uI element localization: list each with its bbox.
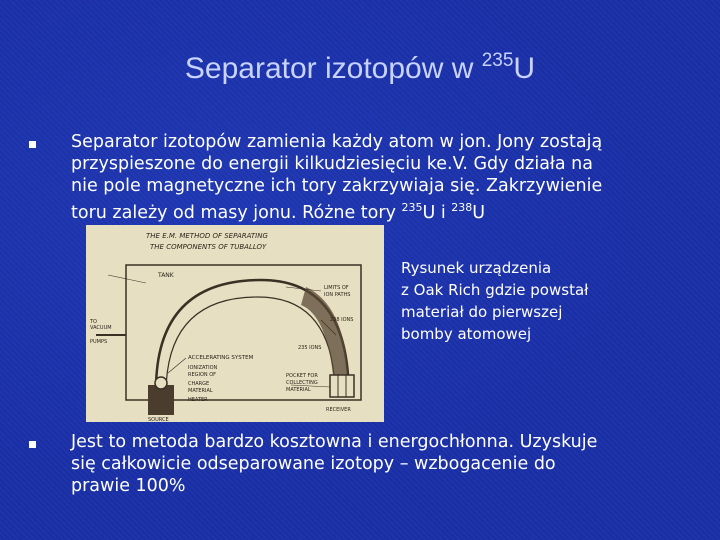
label-charge: CHARGE	[188, 381, 210, 387]
slide-title	[0, 50, 720, 86]
bullet2-line3: prawie 100%	[71, 476, 186, 496]
label-ionization: IONIZATION	[188, 365, 218, 371]
bullet2-line2: się całkowicie odseparowane izotopy – wzbogacenie do	[71, 454, 556, 474]
bullet1-sup-235: 235	[401, 201, 423, 214]
bullet1-line4	[71, 197, 701, 224]
bullet1-line1: Separator izotopów zamienia każdy atom w jon. Jony zostają	[71, 132, 603, 152]
bullet1-line3: nie pole magnetyczne ich tory zakrzywiaja się. Zakrzywienie	[71, 176, 603, 196]
bullet2-line1: Jest to metoda bardzo kosztowna i energochłonna. Uzyskuje	[71, 432, 598, 452]
label-tank: TANK	[158, 272, 174, 279]
label-source: SOURCE	[148, 417, 169, 422]
figure-heading-2: THE COMPONENTS OF TUBALLOY	[150, 243, 267, 251]
separator-diagram-image	[86, 225, 384, 422]
label-heater: HEATER	[188, 397, 208, 403]
bullet-text-2	[71, 431, 701, 497]
separator-diagram-svg	[86, 225, 384, 422]
figure-caption	[401, 257, 651, 345]
label-limits: LIMITS OF	[324, 285, 349, 291]
source-bulb	[155, 377, 167, 389]
label-vacuum: VACUUM	[90, 325, 112, 331]
label-material: MATERIAL	[188, 388, 213, 394]
label-235-ions: 235 IONS	[298, 345, 322, 351]
label-pocket-for: POCKET FOR	[286, 373, 318, 379]
caption-line1: Rysunek urządzenia	[401, 259, 552, 277]
accel-leader	[168, 358, 186, 373]
label-238-ions: 238 IONS	[330, 317, 354, 323]
caption-line2: z Oak Rich gdzie powstał	[401, 281, 589, 299]
title-main: Separator izotopów w	[184, 52, 482, 85]
bullet1-sup-238: 238	[451, 201, 473, 214]
label-accelerating: ACCELERATING SYSTEM	[188, 355, 254, 361]
label-pumps: PUMPS	[90, 339, 108, 345]
caption-line3: materiał do pierwszej	[401, 303, 563, 321]
bullet-text-1	[71, 131, 701, 224]
title-end: U	[513, 52, 536, 85]
bullet1-line4-pre: toru zależy od masy jonu. Różne tory	[71, 203, 402, 223]
label-collecting: COLLECTING	[286, 380, 318, 386]
receiver-box	[330, 375, 354, 397]
bullet1-line4-end: U	[472, 203, 486, 223]
bullet1-line4-mid: U i	[422, 203, 452, 223]
bullet-marker-1	[29, 141, 36, 148]
title-superscript: 235	[481, 50, 514, 71]
tank-leader	[108, 275, 146, 283]
label-region-of: REGION OF	[188, 372, 217, 378]
label-receiver: RECEIVER	[326, 407, 351, 413]
ion-beam-band	[301, 287, 351, 375]
figure-heading-1: THE E.M. METHOD OF SEPARATING	[146, 232, 268, 240]
bullet1-line2: przyspieszone do energii kilkudziesięciu ke.V. Gdy działa na	[71, 154, 593, 174]
label-ion-paths: ION PATHS	[324, 292, 351, 298]
bullet-marker-2	[29, 441, 36, 448]
label-pocket-material: MATERIAL	[286, 387, 311, 393]
label-to: TO	[90, 319, 97, 325]
caption-line4: bomby atomowej	[401, 325, 532, 343]
